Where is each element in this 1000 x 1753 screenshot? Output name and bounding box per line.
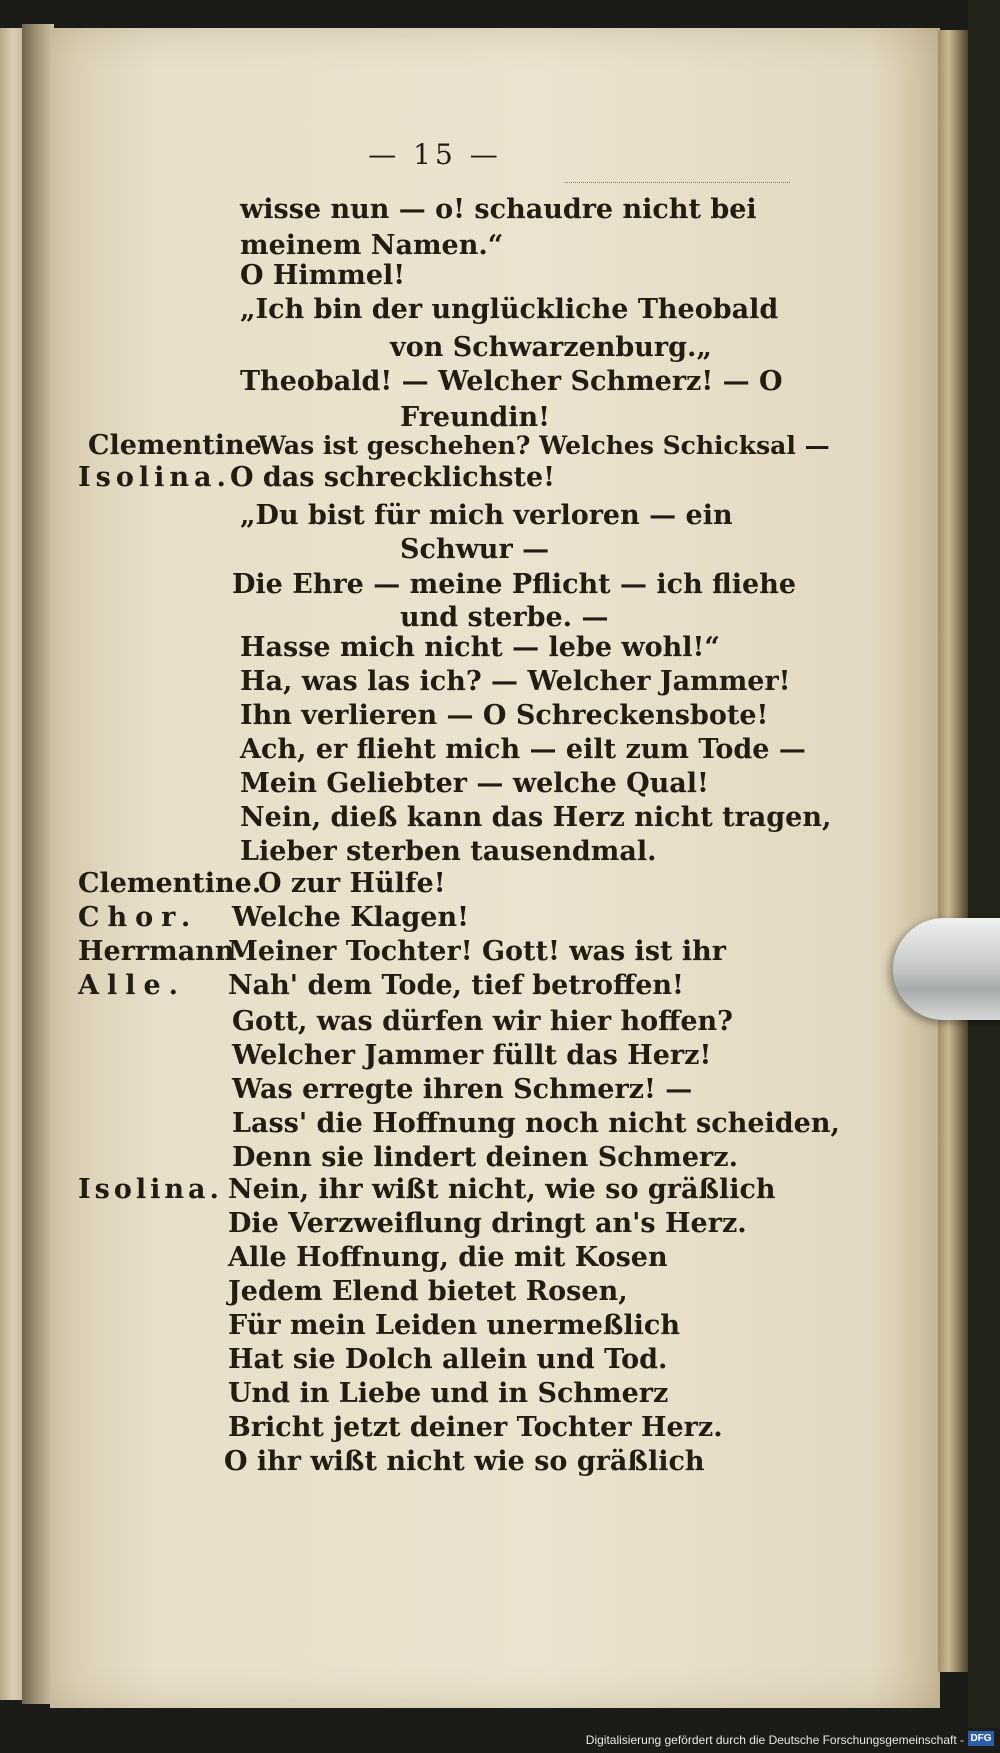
text-line: Was erregte ihren Schmerz! — bbox=[232, 1074, 693, 1105]
text-line: Nein, ihr wißt nicht, wie so gräßlich bbox=[228, 1174, 776, 1205]
text-line: Hat sie Dolch allein und Tod. bbox=[228, 1344, 668, 1375]
text-line: Was ist geschehen? Welches Schicksal — bbox=[258, 431, 830, 460]
digitization-credit: Digitalisierung gefördert durch die Deutsche Forschungsgemeinschaft - bbox=[585, 1733, 964, 1747]
text-line: Theobald! — Welcher Schmerz! — O bbox=[240, 366, 783, 397]
text-line: Ha, was las ich? — Welcher Jammer! bbox=[240, 666, 791, 697]
page-number: — 15 — bbox=[368, 138, 502, 171]
header-rule bbox=[565, 182, 790, 183]
speaker-label: Chor. bbox=[78, 902, 199, 933]
text-line: Denn sie lindert deinen Schmerz. bbox=[232, 1142, 739, 1173]
text-line: wisse nun — o! schaudre nicht bei bbox=[240, 194, 757, 225]
speaker-label: Clementine. bbox=[78, 868, 262, 899]
text-line: Welche Klagen! bbox=[232, 902, 469, 933]
text-line: Schwur — bbox=[400, 534, 550, 565]
text-line: Lass' die Hoffnung noch nicht scheiden, bbox=[232, 1108, 840, 1139]
text-line: Für mein Leiden unermeßlich bbox=[228, 1310, 680, 1341]
text-line: Freundin! bbox=[400, 402, 550, 433]
text-line: O Himmel! bbox=[240, 260, 406, 291]
dfg-logo: DFG bbox=[968, 1731, 994, 1746]
text-line: Nah' dem Tode, tief betroffen! bbox=[228, 970, 684, 1001]
text-line: „Du bist für mich verloren — ein bbox=[240, 500, 733, 531]
text-line: Mein Geliebter — welche Qual! bbox=[240, 768, 709, 799]
text-line: Gott, was dürfen wir hier hoffen? bbox=[232, 1006, 733, 1037]
text-line: Hasse mich nicht — lebe wohl!“ bbox=[240, 632, 720, 663]
text-line: Alle Hoffnung, die mit Kosen bbox=[228, 1242, 668, 1273]
text-line: Lieber sterben tausendmal. bbox=[240, 836, 657, 867]
text-line: Welcher Jammer füllt das Herz! bbox=[232, 1040, 712, 1071]
text-line: „Ich bin der unglückliche Theobald bbox=[240, 294, 779, 325]
speaker-label: Isolina. bbox=[78, 1174, 223, 1205]
text-line: Ach, er flieht mich — eilt zum Tode — bbox=[240, 734, 806, 765]
text-line: O zur Hülfe! bbox=[258, 868, 446, 899]
speaker-label: Isolina. bbox=[78, 462, 231, 493]
text-line: Und in Liebe und in Schmerz bbox=[228, 1378, 669, 1409]
text-line: Nein, dieß kann das Herz nicht tragen, bbox=[240, 802, 832, 833]
text-line: Ihn verlieren — O Schreckensbote! bbox=[240, 700, 769, 731]
text-line: von Schwarzenburg.„ bbox=[390, 332, 712, 363]
text-line: Die Verzweiflung dringt an's Herz. bbox=[228, 1208, 747, 1239]
speaker-label: Clementine. bbox=[88, 430, 272, 461]
text-line: Jedem Elend bietet Rosen, bbox=[228, 1276, 628, 1307]
speaker-label: Herrmann bbox=[78, 936, 235, 967]
text-line: O ihr wißt nicht wie so gräßlich bbox=[224, 1446, 705, 1477]
text-line: Die Ehre — meine Pflicht — ich fliehe bbox=[232, 569, 797, 600]
text-line: O das schrecklichste! bbox=[230, 462, 556, 493]
text-line: Meiner Tochter! Gott! was ist ihr bbox=[228, 936, 726, 967]
text-line: meinem Namen.“ bbox=[240, 230, 504, 261]
text-line: und sterbe. — bbox=[400, 602, 609, 633]
speaker-label: Alle. bbox=[78, 970, 187, 1001]
text-line: Bricht jetzt deiner Tochter Herz. bbox=[228, 1412, 723, 1443]
